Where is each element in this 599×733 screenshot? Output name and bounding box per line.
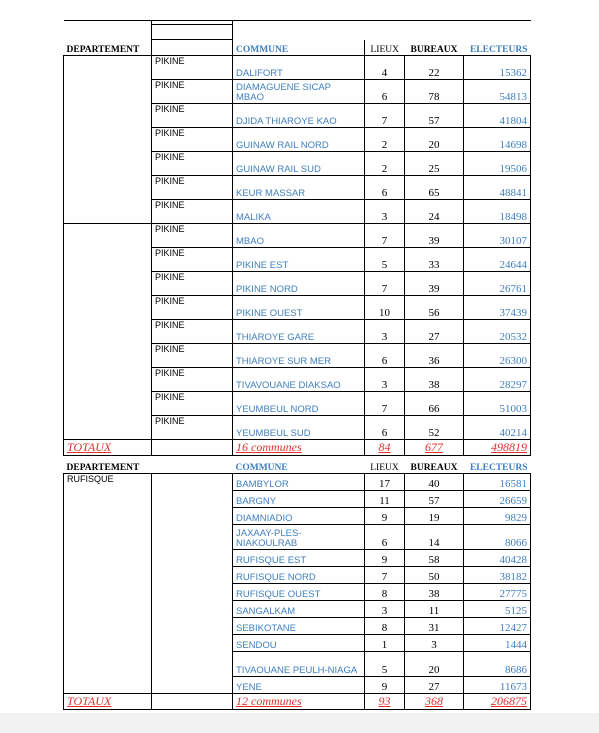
bureaux-cell: 66 <box>405 392 464 416</box>
subdepartement-cell: PIKINE <box>152 320 233 344</box>
totals-electeurs: 206875 <box>464 694 531 710</box>
header-electeurs: ELECTEURS <box>464 458 531 474</box>
commune-cell: YEUMBEUL SUD <box>233 416 365 440</box>
bureaux-cell: 57 <box>405 491 464 508</box>
commune-cell: TIVAOUANE PEULH-NIAGA <box>233 652 365 677</box>
lieux-cell: 7 <box>365 224 405 248</box>
header-lieux: LIEUX <box>370 45 399 55</box>
commune-cell: PIKINE EST <box>233 248 365 272</box>
lieux-cell: 8 <box>365 618 405 635</box>
lieux-cell: 7 <box>365 104 405 128</box>
lieux-cell: 3 <box>365 368 405 392</box>
commune-cell: DIAMNIADIO <box>233 508 365 525</box>
totals-empty-cell <box>152 440 233 456</box>
electeurs-cell: 18498 <box>464 200 531 224</box>
commune-cell: BAMBYLOR <box>233 474 365 491</box>
bureaux-cell: 36 <box>405 344 464 368</box>
lieux-cell: 6 <box>365 176 405 200</box>
bureaux-cell: 57 <box>405 104 464 128</box>
electeurs-cell: 9829 <box>464 508 531 525</box>
bureaux-cell: 14 <box>405 525 464 550</box>
lieux-cell: 3 <box>365 601 405 618</box>
lieux-cell: 7 <box>365 272 405 296</box>
electeurs-cell: 41804 <box>464 104 531 128</box>
commune-cell: GUINAW RAIL SUD <box>233 152 365 176</box>
bureaux-cell: 33 <box>405 248 464 272</box>
header-departement: DEPARTEMENT <box>64 40 152 56</box>
lieux-cell: 3 <box>365 200 405 224</box>
bureaux-cell: 39 <box>405 272 464 296</box>
bureaux-cell: 31 <box>405 618 464 635</box>
lieux-cell: 7 <box>365 567 405 584</box>
lieux-cell: 6 <box>365 416 405 440</box>
commune-cell: GUINAW RAIL NORD <box>233 128 365 152</box>
lieux-cell: 6 <box>365 344 405 368</box>
lieux-cell: 6 <box>365 525 405 550</box>
electeurs-cell: 1444 <box>464 635 531 652</box>
commune-cell: SENDOU <box>233 635 365 652</box>
bureaux-cell: 20 <box>405 652 464 677</box>
totals-lieux: 84 <box>365 440 405 456</box>
subdepartement-cell: PIKINE <box>152 416 233 440</box>
bureaux-cell: 40 <box>405 474 464 491</box>
lieux-cell: 10 <box>365 296 405 320</box>
lieux-cell: 5 <box>365 652 405 677</box>
bureaux-cell: 24 <box>405 200 464 224</box>
bureaux-cell: 39 <box>405 224 464 248</box>
lieux-cell: 4 <box>365 56 405 80</box>
bureaux-cell: 27 <box>405 677 464 694</box>
bureaux-cell: 58 <box>405 550 464 567</box>
rufisque-table-body <box>64 458 531 710</box>
subdepartement-cell: PIKINE <box>152 128 233 152</box>
totals-communes: 16 communes <box>233 440 365 456</box>
bureaux-cell: 56 <box>405 296 464 320</box>
lieux-cell: 17 <box>365 474 405 491</box>
commune-cell: BARGNY <box>233 491 365 508</box>
lieux-cell: 9 <box>365 508 405 525</box>
lieux-cell: 9 <box>365 550 405 567</box>
header-lieux: LIEUX <box>365 458 405 474</box>
bureaux-cell: 20 <box>405 128 464 152</box>
electeurs-cell: 27775 <box>464 584 531 601</box>
electeurs-cell: 8066 <box>464 525 531 550</box>
subdepartement-cell: PIKINE <box>152 176 233 200</box>
totals-electeurs: 498819 <box>464 440 531 456</box>
lieux-cell: 5 <box>365 248 405 272</box>
subdepartement-cell: PIKINE <box>152 56 233 80</box>
subdepartement-cell: PIKINE <box>152 104 233 128</box>
subdepartement-cell: PIKINE <box>152 272 233 296</box>
lieux-cell: 9 <box>365 677 405 694</box>
commune-cell: YENE <box>233 677 365 694</box>
lieux-cell: 3 <box>365 320 405 344</box>
header-commune: COMMUNE <box>233 458 365 474</box>
electeurs-cell: 54813 <box>464 80 531 104</box>
table-spacer-row <box>64 25 531 40</box>
bureaux-cell: 19 <box>405 508 464 525</box>
electeurs-cell: 5125 <box>464 601 531 618</box>
commune-cell: DALIFORT <box>233 56 365 80</box>
electeurs-cell: 11673 <box>464 677 531 694</box>
electeurs-cell: 40428 <box>464 550 531 567</box>
bureaux-cell: 38 <box>405 368 464 392</box>
electeurs-cell: 26659 <box>464 491 531 508</box>
departement-group-cell <box>64 56 152 224</box>
electeurs-cell: 26761 <box>464 272 531 296</box>
electeurs-cell: 19506 <box>464 152 531 176</box>
header-commune: COMMUNE <box>233 40 365 56</box>
commune-cell: MBAO <box>233 224 365 248</box>
table-header-row <box>64 458 531 474</box>
commune-cell: TIVAVOUANE DIAKSAO <box>233 368 365 392</box>
commune-cell: RUFISQUE NORD <box>233 567 365 584</box>
commune-cell: THIAROYE SUR MER <box>233 344 365 368</box>
subdepartement-cell: PIKINE <box>152 392 233 416</box>
electeurs-cell: 40214 <box>464 416 531 440</box>
bureaux-cell: 22 <box>405 56 464 80</box>
lieux-cell: 11 <box>365 491 405 508</box>
totals-lieux: 93 <box>365 694 405 710</box>
bureaux-cell: 3 <box>405 635 464 652</box>
subdepartement-cell: PIKINE <box>152 80 233 104</box>
totals-empty-cell <box>152 694 233 710</box>
header-bureaux: BUREAUX <box>410 45 458 55</box>
header-bureaux: BUREAUX <box>405 458 464 474</box>
totals-bureaux: 677 <box>405 440 464 456</box>
subdepartement-cell: PIKINE <box>152 368 233 392</box>
commune-cell: DJIDA THIAROYE KAO <box>233 104 365 128</box>
commune-cell: RUFISQUE EST <box>233 550 365 567</box>
lieux-cell: 2 <box>365 152 405 176</box>
pikine-table-body <box>64 21 531 456</box>
commune-cell: KEUR MASSAR <box>233 176 365 200</box>
commune-cell: JAXAAY-PLES-NIAKOULRAB <box>233 525 365 550</box>
commune-cell: SANGALKAM <box>233 601 365 618</box>
electeurs-cell: 12427 <box>464 618 531 635</box>
bureaux-cell: 52 <box>405 416 464 440</box>
departement-group-cell <box>64 224 152 440</box>
lieux-cell: 6 <box>365 80 405 104</box>
subdepartement-cell: PIKINE <box>152 248 233 272</box>
bureaux-cell: 38 <box>405 584 464 601</box>
bureaux-cell: 65 <box>405 176 464 200</box>
subdepartement-cell: PIKINE <box>152 344 233 368</box>
electeurs-cell: 48841 <box>464 176 531 200</box>
commune-cell: PIKINE OUEST <box>233 296 365 320</box>
electeurs-cell: 26300 <box>464 344 531 368</box>
electeurs-cell: 38182 <box>464 567 531 584</box>
totals-label: TOTAUX <box>64 440 152 456</box>
pikine-table <box>63 20 531 456</box>
electeurs-cell: 15362 <box>464 56 531 80</box>
commune-cell: SEBIKOTANE <box>233 618 365 635</box>
rufisque-table <box>63 458 531 710</box>
bureaux-cell: 78 <box>405 80 464 104</box>
table-header-row <box>64 40 531 56</box>
electeurs-cell: 51003 <box>464 392 531 416</box>
lieux-cell: 1 <box>365 635 405 652</box>
lieux-cell: 8 <box>365 584 405 601</box>
totals-bureaux: 368 <box>405 694 464 710</box>
table-row <box>64 224 531 248</box>
electeurs-cell: 16581 <box>464 474 531 491</box>
bureaux-cell: 27 <box>405 320 464 344</box>
page-bottom-margin <box>0 713 599 733</box>
lieux-cell: 2 <box>365 128 405 152</box>
subdepartement-cell: PIKINE <box>152 200 233 224</box>
totals-row <box>64 440 531 456</box>
commune-cell: PIKINE NORD <box>233 272 365 296</box>
table-row <box>64 474 531 491</box>
header-electeurs: ELECTEURS <box>469 45 528 55</box>
electeurs-cell: 28297 <box>464 368 531 392</box>
electeurs-cell: 30107 <box>464 224 531 248</box>
bureaux-cell: 50 <box>405 567 464 584</box>
commune-cell: YEUMBEUL NORD <box>233 392 365 416</box>
totals-row <box>64 694 531 710</box>
lieux-cell: 7 <box>365 392 405 416</box>
electeurs-cell: 8686 <box>464 652 531 677</box>
header-departement: DEPARTEMENT <box>64 458 152 474</box>
subdepartement-group-cell <box>152 474 233 694</box>
subdepartement-cell: PIKINE <box>152 224 233 248</box>
electeurs-cell: 24644 <box>464 248 531 272</box>
commune-cell: DIAMAGUENE SICAP MBAO <box>233 80 365 104</box>
totals-communes: 12 communes <box>233 694 365 710</box>
subdepartement-cell: PIKINE <box>152 152 233 176</box>
bureaux-cell: 25 <box>405 152 464 176</box>
commune-cell: THIAROYE GARE <box>233 320 365 344</box>
totals-label: TOTAUX <box>64 694 152 710</box>
electeurs-cell: 20532 <box>464 320 531 344</box>
subdepartement-cell: PIKINE <box>152 296 233 320</box>
electeurs-cell: 37439 <box>464 296 531 320</box>
commune-cell: RUFISQUE OUEST <box>233 584 365 601</box>
electeurs-cell: 14698 <box>464 128 531 152</box>
commune-cell: MALIKA <box>233 200 365 224</box>
departement-cell: RUFISQUE <box>64 474 152 694</box>
bureaux-cell: 11 <box>405 601 464 618</box>
table-row <box>64 56 531 80</box>
